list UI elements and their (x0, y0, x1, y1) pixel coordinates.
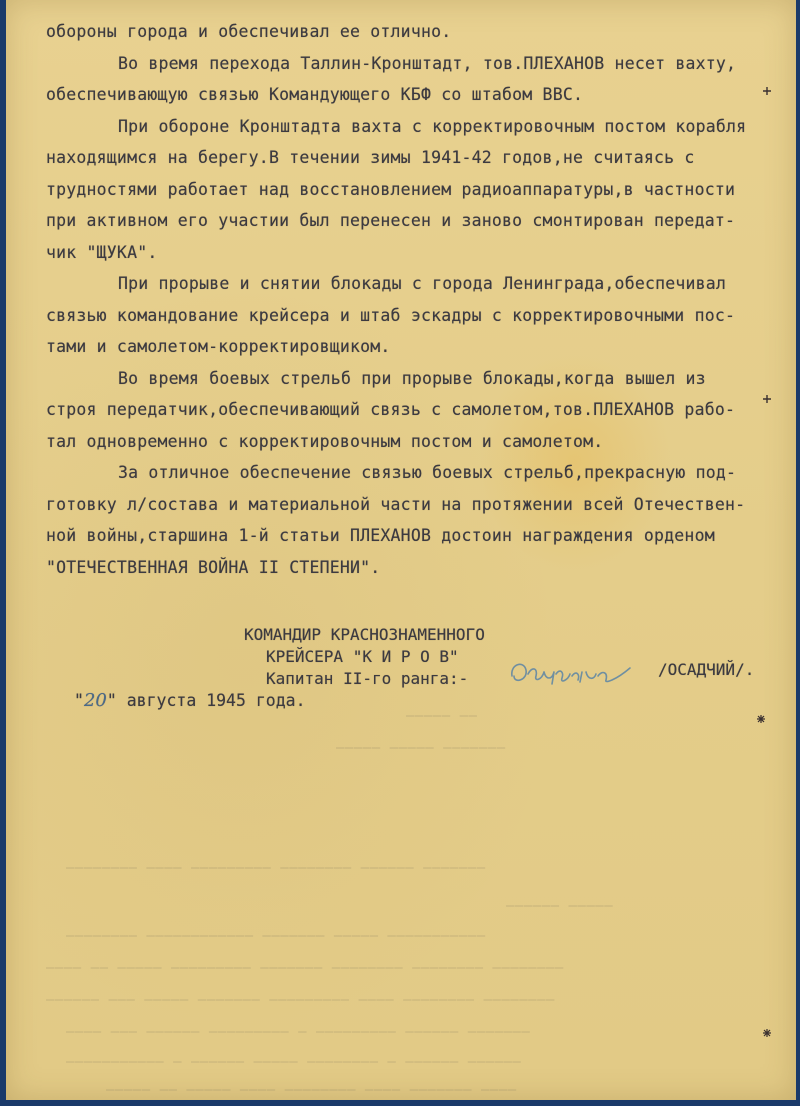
text-line: За отличное обеспечение связью боевых стрельб,прекрасную под- (118, 463, 737, 482)
punch-mark (762, 1028, 772, 1038)
bleed-through-text: ‒‒‒‒ ‒‒ ‒‒‒‒‒ ‒‒‒‒‒‒‒‒‒ ‒‒‒‒‒‒‒ ‒‒‒‒‒‒‒‒ ‒‒‒‒‒‒‒‒ ‒‒‒‒‒‒‒‒ (46, 960, 564, 976)
signatory-name: /ОСАДЧИЙ/. (658, 660, 755, 679)
punch-mark (762, 86, 772, 96)
bleed-through-text: ‒‒‒‒ ‒‒‒ ‒‒‒‒‒‒ ‒‒‒‒‒‒‒‒‒ ‒ ‒‒‒‒‒‒‒‒‒ ‒‒‒‒‒‒ ‒‒‒‒‒‒‒ (66, 1024, 531, 1040)
date-rest: августа 1945 года. (126, 691, 306, 710)
document-page (6, 0, 796, 1100)
bleed-through-text: ‒‒‒‒‒ ‒‒ (406, 708, 478, 724)
bleed-through-text: ‒‒‒‒‒‒‒‒ ‒‒‒‒ ‒‒‒‒‒‒‒‒‒ ‒‒‒‒‒‒‒‒ ‒‒‒‒‒‒ ‒‒‒‒‒‒‒ (66, 860, 486, 876)
bleed-through-text: ‒‒‒‒‒‒ ‒‒‒‒‒ (506, 898, 614, 914)
bleed-through-text: ‒‒‒‒‒‒‒‒‒‒‒ ‒ ‒‒‒‒‒‒ ‒‒‒‒‒ ‒‒‒‒‒‒‒‒ ‒ ‒‒‒‒‒‒ ‒‒‒‒‒‒ (66, 1054, 522, 1070)
text-line: тами и самолетом-корректировщиком. (46, 337, 391, 356)
document-body (46, 16, 766, 583)
signature-title-line: КОМАНДИР КРАСНОЗНАМЕННОГО (244, 625, 485, 644)
handwritten-signature (506, 650, 636, 695)
text-line: тал одновременно с корректировочным постом и самолетом. (46, 431, 604, 451)
punch-mark (756, 714, 766, 724)
text-line: трудностями работает над восстановлением радиоаппаратуры,в частности (46, 179, 736, 199)
text-line: обороны города и обеспечивал ее отлично. (46, 22, 452, 41)
bleed-through-text: ‒‒‒‒‒‒‒‒ ‒‒‒‒‒‒‒‒‒‒‒‒ ‒‒‒‒‒‒‒ ‒‒‒‒‒ ‒‒‒‒‒‒‒‒‒‒‒ (66, 928, 486, 944)
text-line: Во время перехода Таллин-Кронштадт, тов.ПЛЕХАНОВ несет вахту, (118, 53, 737, 73)
text-line: находящимся на берегу.В течении зимы 1941-42 годов,не считаясь с (46, 148, 695, 167)
bleed-through-text: ‒‒‒‒‒ ‒‒ ‒‒‒‒‒ ‒‒‒‒ ‒‒‒‒‒‒‒‒ ‒‒‒‒ ‒‒‒‒‒‒‒ ‒‒‒‒ (106, 1082, 517, 1098)
text-line: ной войны,старшина 1-й статьи ПЛЕХАНОВ достоин награждения орденом (46, 526, 715, 545)
text-line: обеспечивающую связью Командующего КБФ со штабом ВВС. (46, 85, 584, 104)
document-date: "20" августа 1945 года. (74, 690, 306, 711)
signature-ship-line: КРЕЙСЕРА "К И Р О В" (266, 647, 459, 666)
text-line: чик "ЩУКА". (46, 242, 158, 262)
text-line: готовку л/состава и материальной части на протяжении всей Отечествен- (46, 494, 746, 514)
text-line: Во время боевых стрельб при прорыве блокады,когда вышел из (118, 368, 706, 388)
bleed-through-text: ‒‒‒‒‒ ‒‒‒‒‒ ‒‒‒‒‒‒‒ (336, 740, 506, 756)
text-line: строя передатчик,обеспечивающий связь с самолетом,тов.ПЛЕХАНОВ рабо- (46, 400, 736, 419)
text-line: При обороне Кронштадта вахта с корректировочным постом корабля (118, 116, 747, 136)
punch-mark (762, 394, 772, 404)
signature-rank-line: Капитан II-го ранга:- (266, 669, 469, 688)
text-line: при активном его участии был перенесен и заново смонтирован передат- (46, 211, 736, 230)
date-day-handwritten: 20 (83, 690, 107, 711)
signature-block (236, 624, 485, 690)
text-line: "ОТЕЧЕСТВЕННАЯ ВОЙНА II СТЕПЕНИ". (46, 557, 381, 577)
bleed-through-text: ‒‒‒‒‒‒ ‒‒‒ ‒‒‒‒‒ ‒‒‒‒‒‒‒ ‒‒‒‒‒‒‒‒‒ ‒‒‒‒ ‒‒‒‒‒‒‒‒ ‒‒‒‒‒‒‒‒ (46, 992, 555, 1008)
text-line: связью командование крейсера и штаб эскадры с корректировочными пос- (46, 305, 736, 325)
text-line: При прорыве и снятии блокады с города Ленинграда,обеспечивал (118, 274, 727, 293)
